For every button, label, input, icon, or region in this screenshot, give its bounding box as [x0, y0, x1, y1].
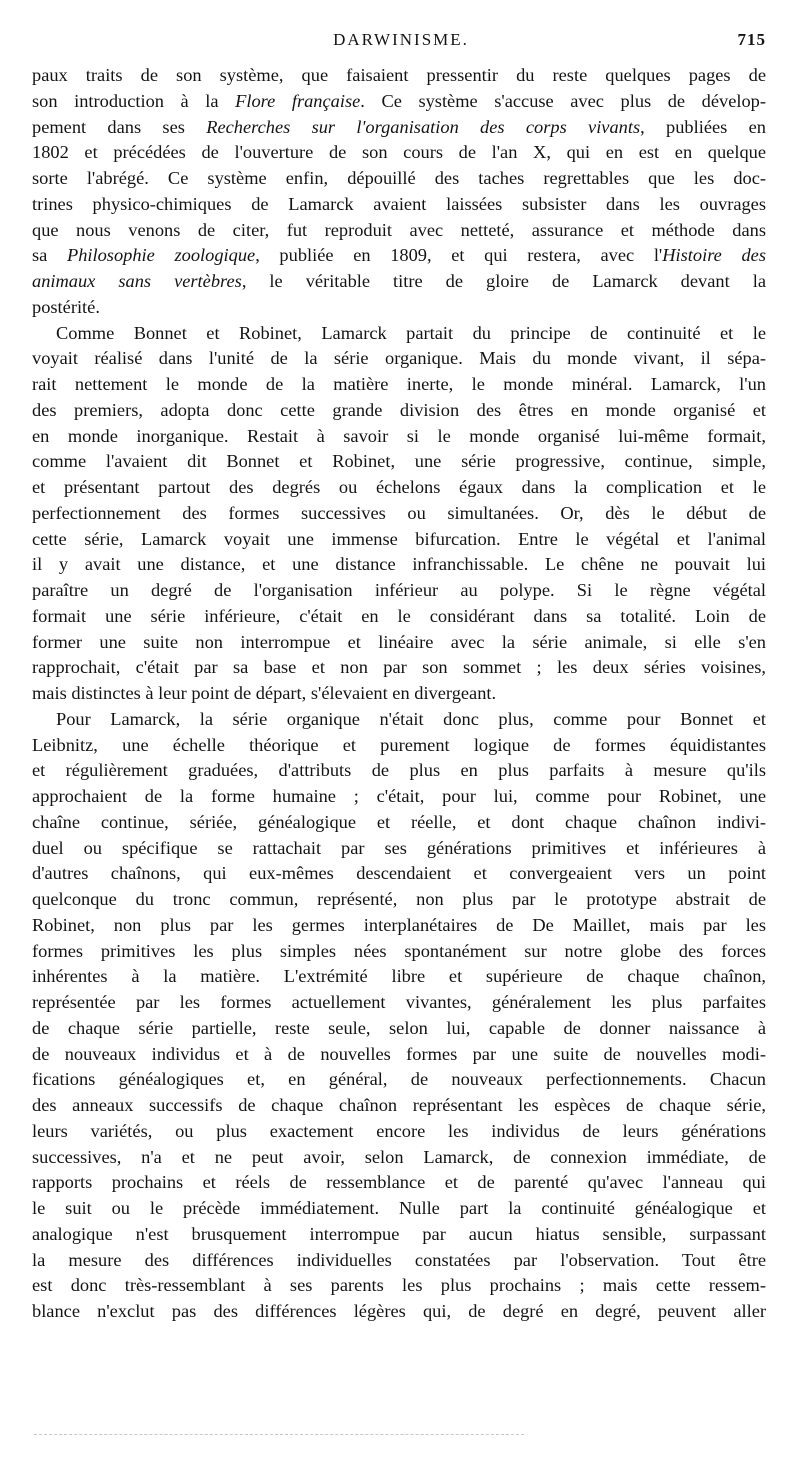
text-line	[32, 89, 766, 115]
text-line	[32, 1196, 766, 1222]
italic-title: Flore française	[235, 90, 361, 111]
text-line	[32, 913, 766, 939]
text-line	[32, 63, 766, 89]
footer-rule	[34, 1434, 524, 1435]
text-line	[32, 1067, 766, 1093]
italic-title: Recherches sur l'organisation des corps vivants	[206, 116, 641, 137]
text-line	[32, 346, 766, 372]
text-run: rait nettement le monde de la matière inerte, le monde minéral. Lamarck, l'un	[32, 374, 766, 394]
text-line	[32, 810, 766, 836]
text-run: trines physico-chimiques de Lamarck avaient laissées subsister dans les ouvrages	[32, 193, 766, 214]
italic-title: Histoire des	[662, 245, 766, 266]
text-line	[32, 1248, 766, 1274]
text-run: approchaient de la forme humaine ; c'était, pour lui, comme pour Robinet, une	[32, 786, 766, 806]
text-run: le suit ou le précède immédiatement. Nulle part la continuité généalogique et	[32, 1198, 766, 1218]
text-line	[32, 1145, 766, 1171]
text-line	[32, 1042, 766, 1068]
text-line	[32, 1170, 766, 1196]
text-run: successives, n'a et ne peut avoir, selon Lamarck, de connexion immédiate, de	[32, 1146, 766, 1167]
text-run: que nous venons de citer, fut reproduit avec netteté, assurance et méthode dans	[32, 219, 766, 240]
text-run: mais distinctes à leur point de départ, s'élevaient en divergeant.	[32, 683, 497, 703]
page-number: 715	[737, 30, 766, 49]
text-run: paraître un degré de l'organisation inférieur au polype. Si le règne végétal	[32, 580, 766, 600]
text-run: paux traits de son système, que faisaient pressentir du reste quelques pages de	[32, 65, 766, 85]
text-line	[32, 733, 766, 759]
text-line	[32, 321, 766, 347]
text-run: de nouveaux individus et à de nouvelles formes par une suite de nouvelles modi-	[32, 1043, 766, 1064]
text-line	[32, 758, 766, 784]
text-run: et présentant partout des degrés ou échelons égaux dans la complication et le	[32, 477, 766, 497]
text-run: former une suite non interrompue et linéaire avec la série animale, si elle s'en	[32, 631, 766, 652]
text-run: et régulièrement graduées, d'attributs de plus en plus parfaits à mesure qu'ils	[32, 760, 766, 781]
paragraph	[32, 321, 766, 707]
text-run: cette série, Lamarck voyait une immense bifurcation. Entre le végétal et l'animal	[32, 528, 766, 549]
text-line	[32, 939, 766, 965]
text-line	[32, 166, 766, 192]
text-run: son introduction à la	[32, 90, 236, 111]
text-run: des anneaux successifs de chaque chaînon représentant les espèces de chaque série,	[32, 1095, 766, 1115]
text-run: Leibnitz, une échelle théorique et purement logique de formes équidistantes	[32, 734, 766, 755]
text-run: des premiers, adopta donc cette grande division des êtres en monde organisé et	[32, 399, 766, 420]
text-line	[32, 115, 766, 141]
text-line	[32, 1093, 766, 1119]
text-run: en monde inorganique. Restait à savoir si le monde organisé lui-même formait,	[32, 425, 766, 446]
paragraph	[32, 707, 766, 1325]
text-line	[32, 964, 766, 990]
text-run: de chaque série partielle, reste seule, selon lui, capable de donner naissance à	[32, 1017, 766, 1038]
text-line	[32, 475, 766, 501]
text-line	[32, 836, 766, 862]
text-run: perfectionnement des formes successives ou simultanées. Or, dès le début de	[32, 502, 766, 523]
text-line	[32, 630, 766, 656]
text-line	[32, 140, 766, 166]
text-run: Robinet, non plus par les germes interplanétaires de De Maillet, mais par les	[32, 914, 766, 935]
text-run: pement dans ses	[32, 116, 207, 137]
text-run: , le véritable titre de gloire de Lamarck devant la	[241, 271, 766, 291]
text-line	[32, 681, 766, 707]
text-line	[32, 527, 766, 553]
text-run: rapports prochains et réels de ressemblance et de parenté qu'avec l'anneau qui	[32, 1172, 766, 1193]
text-line	[32, 501, 766, 527]
text-line	[32, 784, 766, 810]
text-run: 1802 et précédées de l'ouverture de son cours de l'an X, qui en est en quelque	[32, 142, 766, 163]
text-run: il y avait une distance, et une distance infranchissable. Le chêne ne pouvait lui	[32, 554, 766, 575]
text-run: postérité.	[32, 296, 100, 317]
text-run: inhérentes à la matière. L'extrémité libre et supérieure de chaque chaînon,	[32, 966, 766, 987]
text-line	[32, 243, 766, 269]
text-line	[32, 424, 766, 450]
running-head	[32, 28, 770, 54]
text-run: sorte l'abrégé. Ce système enfin, dépouillé des taches regrettables que les doc-	[32, 168, 766, 188]
text-run: , publiée en 1809, et qui restera, avec l'	[255, 245, 663, 266]
text-run: d'autres chaînons, qui eux-mêmes descendaient et convergeaient vers un point	[32, 863, 766, 884]
text-line	[32, 655, 766, 681]
text-line	[32, 218, 766, 244]
text-run: rapprochait, c'était par sa base et non par son sommet ; les deux séries voisines,	[32, 657, 766, 678]
text-run: est donc très-ressemblant à ses parents les plus prochains ; mais cette ressem-	[32, 1275, 766, 1296]
text-line	[32, 861, 766, 887]
text-line	[32, 295, 766, 321]
running-title: DARWINISME.	[333, 30, 469, 49]
text-line	[32, 578, 766, 604]
text-line	[32, 269, 766, 295]
text-run: formait une série inférieure, c'était en le considérant dans sa totalité. Loin de	[32, 605, 766, 626]
text-line	[32, 552, 766, 578]
body-text	[32, 63, 766, 1325]
text-run: Comme Bonnet et Robinet, Lamarck partait du principe de continuité et le	[56, 322, 766, 343]
text-run: quelconque du tronc commun, représenté, non plus par le prototype abstrait de	[32, 889, 766, 909]
text-line	[32, 707, 766, 733]
italic-title: Philosophie zoologique	[66, 245, 256, 266]
text-run: formes primitives les plus simples nées spontanément sur notre globe des forces	[32, 940, 766, 961]
text-run: leurs variétés, ou plus exactement encore les individus de leurs générations	[32, 1120, 766, 1141]
text-line	[32, 398, 766, 424]
text-run: comme l'avaient dit Bonnet et Robinet, une série progressive, continue, simple,	[32, 451, 766, 472]
text-line	[32, 1273, 766, 1299]
text-line	[32, 1222, 766, 1248]
text-line	[32, 990, 766, 1016]
text-run: la mesure des différences individuelles constatées par l'observation. Tout être	[32, 1249, 766, 1270]
text-line	[32, 1119, 766, 1145]
text-line	[32, 192, 766, 218]
text-line	[32, 604, 766, 630]
italic-title: animaux sans vertèbres	[32, 271, 242, 291]
text-run: , publiées en	[640, 116, 766, 137]
text-run: chaîne continue, sériée, généalogique et réelle, et dont chaque chaînon indivi-	[32, 811, 766, 832]
text-run: blance n'exclut pas des différences légères qui, de degré en degré, peuvent aller	[32, 1301, 766, 1321]
text-line	[32, 1299, 766, 1325]
text-line	[32, 887, 766, 913]
text-run: sa	[32, 245, 67, 266]
text-run: représentée par les formes actuellement vivantes, généralement les plus parfaites	[32, 992, 766, 1012]
text-line	[32, 449, 766, 475]
text-run: . Ce système s'accuse avec plus de dévelop-	[360, 90, 766, 111]
text-run: duel ou spécifique se rattachait par ses générations primitives et inférieures à	[32, 837, 766, 858]
text-line	[32, 1016, 766, 1042]
text-run: voyait réalisé dans l'unité de la série organique. Mais du monde vivant, il sépa-	[32, 348, 766, 369]
paragraph	[32, 63, 766, 321]
text-run: Pour Lamarck, la série organique n'était donc plus, comme pour Bonnet et	[56, 708, 766, 729]
text-line	[32, 372, 766, 398]
text-run: analogique n'est brusquement interrompue par aucun hiatus sensible, surpassant	[32, 1223, 766, 1244]
text-run: fications généalogiques et, en général, de nouveaux perfectionnements. Chacun	[32, 1069, 766, 1090]
